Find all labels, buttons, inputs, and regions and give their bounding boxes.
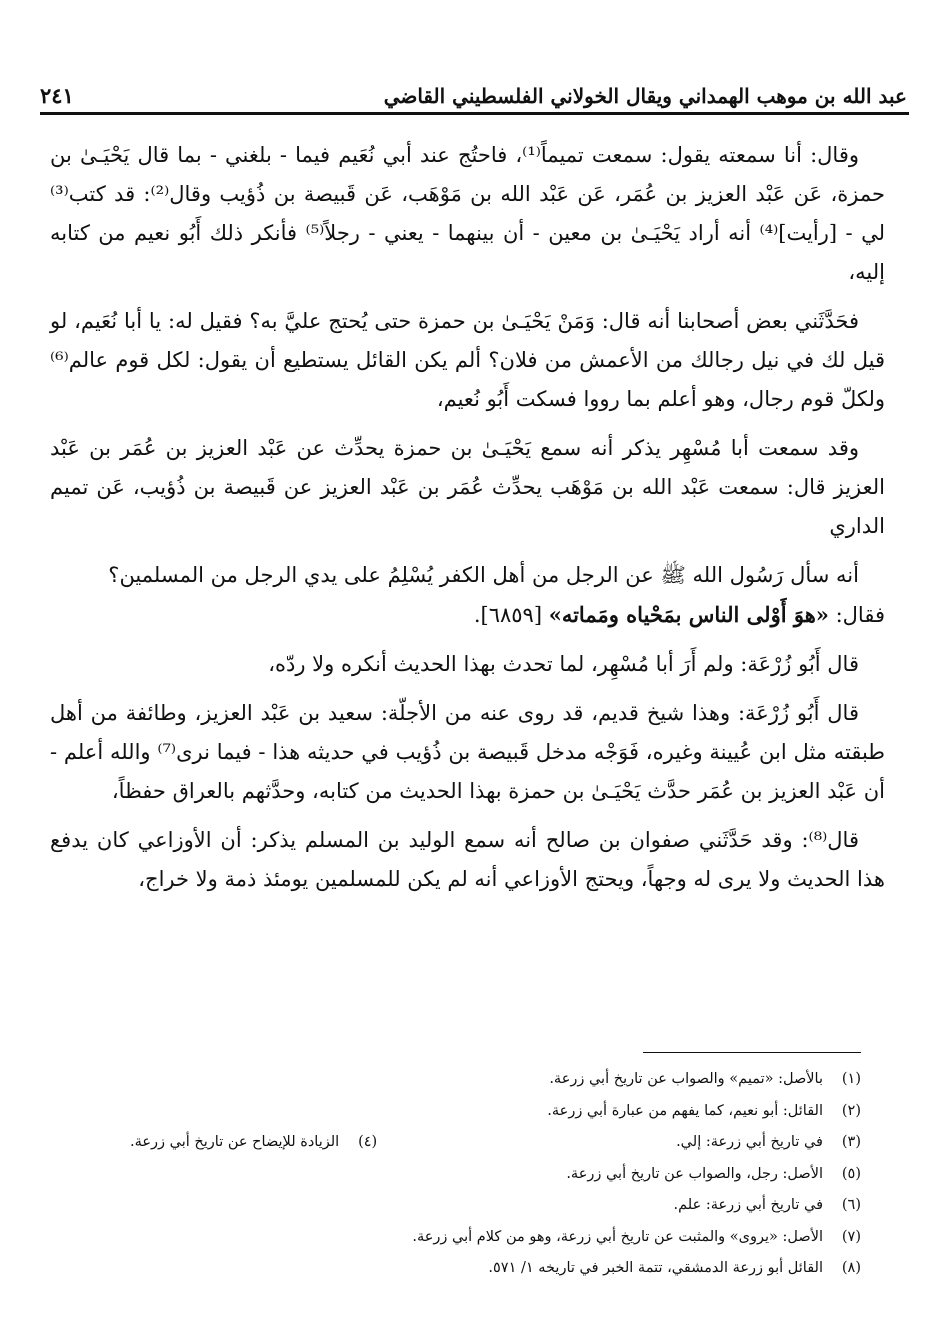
footnote-number: (٨) [841,1260,861,1276]
answer-bold: «هوَ أَوْلى الناس بمَحْياه ومَماته» [548,602,829,627]
paragraph-2: فحَدَّثَني بعض أصحابنا أنه قال: وَمَنْ يَحْيَـىٰ بن حمزة حتى يُحتج عليَّ به؟ فقيل له: يا أبا نُعَيم، لو قيل لك في نيل رجالك من الأعمش من فلان؟ ألم يكن القائل يستطيع أن يقول: لكل قوم عالم⁽⁶⁾ ولكلّ قوم رجال، وهو أعلم بما رووا فسكت أَبُو نُعيم، [50,309,885,411]
footnote-number: (٢) [841,1102,861,1119]
answer-ref: [٦٨٥٩]. [473,603,543,627]
paragraph-5: قال أَبُو زُرْعَة: ولم أَرَ أبا مُسْهِر، لما تحدث بهذا الحديث أنكره ولا ردّه، [268,652,859,676]
paragraph-1: وقال: أنا سمعته يقول: سمعت تميماً⁽¹⁾، فاحتُج عند أبي نُعَيم فيما - بلغني - بما قال يَحْيَـىٰ بن حمزة، عَن عَبْد العزيز بن عُمَر، عَن عَبْد الله بن مَوْهَب، عَن قَبيصة بن ذُؤيب وقال⁽²⁾: قد كتب⁽³⁾ لي - [رأيت]⁽⁴⁾ أنه أراد يَحْيَـىٰ بن معين - أن بينهما - يعني - رجلاً⁽⁵⁾ فأنكر ذلك أَبُو نعيم من كتابه إليه، [50,143,886,284]
paragraph-4 [50,556,885,595]
footnote-text: الأصل: رجل، والصواب عن تاريخ أبي زرعة. [566,1165,823,1182]
hadith-question: أنه سأل رَسُول الله ﷺ عن الرجل من أهل الكفر يُسْلِمُ على يدي الرجل من المسلمين؟ [108,563,859,587]
footnote-text: الزيادة للإيضاح عن تاريخ أبي زرعة. [130,1134,340,1150]
footnote-7 [40,1222,861,1254]
footnote-text: بالأصل: «تميم» والصواب عن تاريخ أبي زرعة. [549,1071,823,1087]
running-header [40,68,907,108]
footnote-number: (٧) [841,1228,861,1245]
footnote-2 [40,1096,861,1128]
paragraph-6: قال أَبُو زُرْعَة: وهذا شيخ قديم، قد روى عنه من الأجلّة: سعيد بن عَبْد العزيز، وطائفة من أهل طبقته مثل ابن عُيينة وغيره، فَوَجْه مدخل قَبيصة بن ذُؤيب في حديثه هذا - فيما نرى⁽⁷⁾ والله أعلم - أن عَبْد العزيز بن عُمَر حدَّث يَحْيَـىٰ بن حمزة بهذا الحديث من كتابه، وحدَّثهم بالعراق حفظاً، [50,701,885,803]
footnote-3 [676,1127,861,1159]
footnote-6 [40,1190,861,1222]
footnote-text: في تاريخ أبي زرعة: إلي. [676,1134,823,1150]
footnote-text: في تاريخ أبي زرعة: علم. [673,1197,823,1213]
footnote-text: الأصل: «يروى» والمثبت عن تاريخ أبي زرعة، وهو من كلام أبي زرعة. [412,1228,823,1245]
footnote-number: (٦) [841,1197,861,1213]
paragraph-3: وقد سمعت أبا مُسْهِر يذكر أنه سمع يَحْيَـىٰ بن حمزة يحدِّث عن عَبْد العزيز بن عُمَر بن عَبْد العزيز قال: سمعت عَبْد الله بن مَوْهَب يحدِّث عُمَر بن عَبْد العزيز عن قَبيصة بن ذُؤيب، عَن تميم الداري [50,436,885,538]
main-text [50,136,885,909]
footnote-pair [40,1127,861,1159]
footnote-8 [40,1253,861,1285]
footnote-number: (٥) [841,1165,861,1182]
footnote-text: القائل: أبو نعيم، كما يفهم من عبارة أبي زرعة. [547,1102,823,1119]
footnote-number: (٣) [841,1134,861,1150]
answer-prefix: فقال: [828,603,885,627]
footnote-4 [130,1127,377,1159]
page-number: ٢٤١ [40,83,74,108]
header-title: عبد الله بن موهب الهمداني ويقال الخولاني الفلسطيني القاضي [383,84,907,108]
footnote-text: القائل أبو زرعة الدمشقي، تتمة الخبر في تاريخه ١/ ٥٧١. [488,1260,823,1276]
header-rule [40,112,909,115]
footnote-1 [40,1064,861,1096]
footnote-number: (١) [841,1071,861,1087]
footnotes [40,1064,861,1285]
paragraph-7: قال⁽⁸⁾: وقد حَدَّثَني صفوان بن صالح أنه سمع الوليد بن المسلم يذكر: أن الأوزاعي كان يدفع هذا الحديث ولا يرى له وجهاً، ويحتج الأوزاعي أنه لم يكن للمسلمين يومئذ ذمة ولا خراج، [50,828,885,891]
hadith-answer [50,595,885,635]
footnote-rule [643,1052,861,1053]
footnote-5 [40,1159,861,1191]
footnote-number: (٤) [358,1134,378,1150]
